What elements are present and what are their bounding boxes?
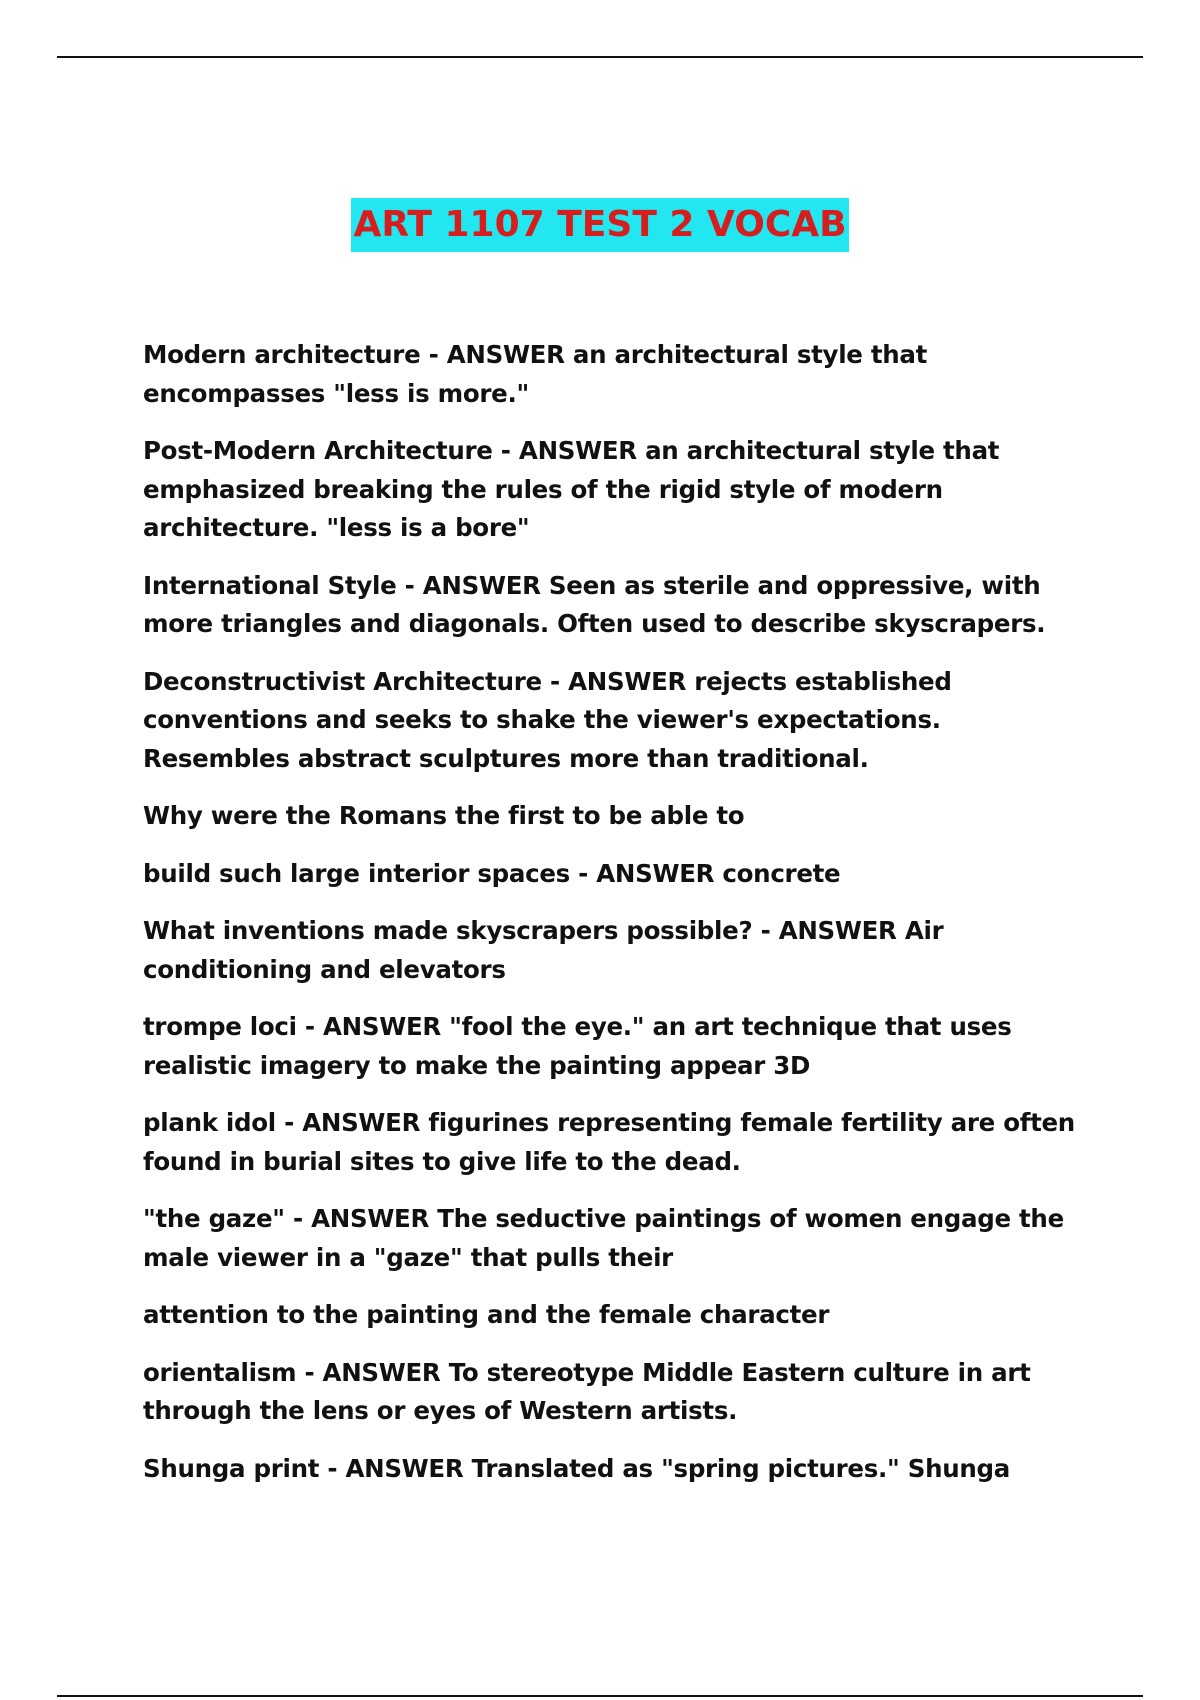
vocab-entry: plank idol - ANSWER figurines representing female fertility are often found in burial sites to give life to the dead.	[143, 1108, 1075, 1176]
vocab-entry: build such large interior spaces - ANSWER concrete	[143, 858, 841, 888]
vocab-entry: trompe loci - ANSWER "fool the eye." an art technique that uses realistic imagery to make the painting appear 3D	[143, 1012, 1012, 1080]
vocab-entry: Post-Modern Architecture - ANSWER an architectural style that emphasized breaking the rules of the rigid style of modern architecture. "less is a bore"	[143, 436, 1000, 542]
vocab-entry: What inventions made skyscrapers possible? - ANSWER Air conditioning and elevators	[143, 916, 944, 984]
document-title: ART 1107 TEST 2 VOCAB	[351, 198, 848, 252]
vocab-entry: Shunga print - ANSWER Translated as "spring pictures." Shunga	[143, 1453, 1010, 1483]
top-divider	[57, 56, 1143, 58]
vocab-entry: Deconstructivist Architecture - ANSWER rejects established conventions and seeks to shake the viewer's expectations. Resembles abstract sculptures more than traditional.	[143, 666, 952, 773]
title-wrapper	[0, 198, 1200, 252]
vocab-list	[143, 336, 1083, 1507]
vocab-entry: International Style - ANSWER Seen as sterile and oppressive, with more triangles and diagonals. Often used to describe skyscrapers.	[143, 570, 1046, 638]
vocab-entry: "the gaze" - ANSWER The seductive paintings of women engage the male viewer in a "gaze" that pulls their	[143, 1204, 1064, 1272]
vocab-entry: orientalism - ANSWER To stereotype Middle Eastern culture in art through the lens or eyes of Western artists.	[143, 1357, 1031, 1425]
vocab-entry: Modern architecture - ANSWER an architectural style that encompasses "less is more."	[143, 340, 928, 408]
bottom-divider	[57, 1695, 1143, 1697]
vocab-entry: attention to the painting and the female character	[143, 1300, 830, 1329]
vocab-entry: Why were the Romans the first to be able to	[143, 801, 745, 830]
